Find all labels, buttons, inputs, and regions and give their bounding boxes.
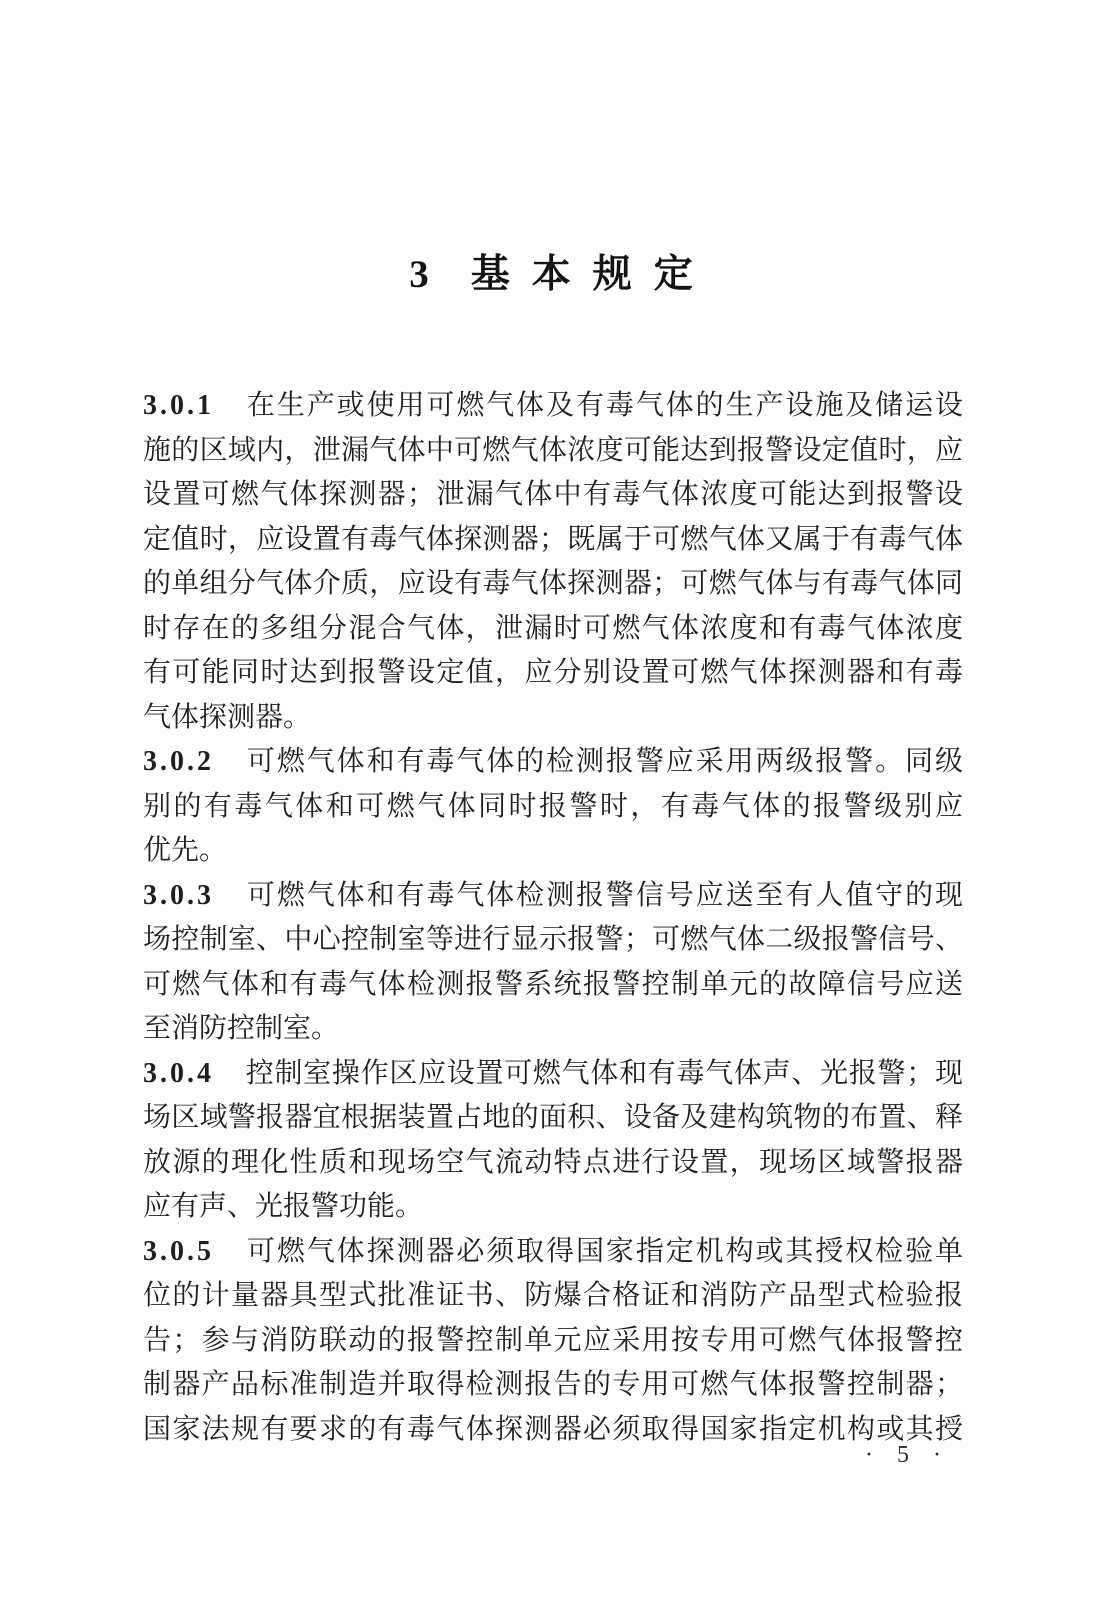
clause-line: 可燃气体和有毒气体检测报警系统报警控制单元的故障信号应送 <box>143 968 963 1000</box>
clause-line: 有可能同时达到报警设定值，应分别设置可燃气体探测器和有毒 <box>143 657 963 688</box>
clause-line: 的单组分气体介质，应设有毒气体探测器；可燃气体与有毒气体同 <box>143 568 963 599</box>
clause-line: 定值时，应设置有毒气体探测器；既属于可燃气体又属于有毒气体 <box>143 523 963 555</box>
chapter-heading <box>0 243 1102 299</box>
chapter-number: 3 <box>409 253 429 296</box>
clause-line: 时存在的多组分混合气体，泄漏时可燃气体浓度和有毒气体浓度 <box>143 612 963 644</box>
clause-line-text: 在生产或使用可燃气体及有毒气体的生产设施及储运设 <box>245 390 963 421</box>
clause-line: 放源的理化性质和现场空气流动特点进行设置，现场区域警报器 <box>143 1146 963 1178</box>
page-number: · 5 · <box>865 1442 950 1468</box>
clause-line: 气体探测器。 <box>143 701 312 733</box>
body-text <box>143 384 963 1452</box>
clause-line: 场控制室、中心控制室等进行显示报警；可燃气体二级报警信号、 <box>143 924 963 955</box>
clause-number: 3.0.5 <box>143 1235 214 1267</box>
clause-line: 位的计量器具型式批准证书、防爆合格证和消防产品型式检验报 <box>143 1280 963 1311</box>
clause-line: 国家法规有要求的有毒气体探测器必须取得国家指定机构或其授 <box>143 1413 963 1445</box>
clause-3-0-5 <box>143 1230 963 1453</box>
clause-line <box>143 1052 963 1097</box>
clause-line-text: 控制室操作区应设置可燃气体和有毒气体声、光报警；现 <box>245 1057 963 1089</box>
chapter-title: 基本规定 <box>470 253 715 296</box>
clause-line: 设置可燃气体探测器；泄漏气体中有毒气体浓度可能达到报警设 <box>143 479 963 510</box>
clause-number: 3.0.4 <box>143 1057 214 1089</box>
clause-number: 3.0.2 <box>143 746 214 777</box>
clause-line: 告；参与消防联动的报警控制单元应采用按专用可燃气体报警控 <box>143 1324 963 1356</box>
clause-3-0-1 <box>143 384 963 740</box>
clause-line: 至消防控制室。 <box>143 1013 340 1044</box>
clause-3-0-4 <box>143 1052 963 1230</box>
clause-3-0-3 <box>143 874 963 1052</box>
clause-line-text: 可燃气体和有毒气体的检测报警应采用两级报警。同级 <box>245 746 963 777</box>
clause-line <box>143 740 963 785</box>
clause-3-0-2 <box>143 740 963 874</box>
clause-line: 场区域警报器宜根据装置占地的面积、设备及建构筑物的布置、释 <box>143 1102 963 1133</box>
clause-line-text: 可燃气体探测器必须取得国家指定机构或其授权检验单 <box>245 1235 963 1267</box>
clause-line <box>143 1230 963 1275</box>
clause-line <box>143 384 963 429</box>
clause-line: 施的区域内，泄漏气体中可燃气体浓度可能达到报警设定值时，应 <box>143 434 963 466</box>
clause-line: 制器产品标准制造并取得检测报告的专用可燃气体报警控制器； <box>143 1369 963 1400</box>
clause-number: 3.0.3 <box>143 879 214 911</box>
clause-number: 3.0.1 <box>143 390 214 421</box>
clause-line <box>143 874 963 919</box>
clause-line: 应有声、光报警功能。 <box>143 1191 424 1222</box>
clause-line-text: 可燃气体和有毒气体检测报警信号应送至有人值守的现 <box>245 879 963 911</box>
clause-line: 别的有毒气体和可燃气体同时报警时，有毒气体的报警级别应 <box>143 790 963 822</box>
clause-line: 优先。 <box>143 835 228 866</box>
